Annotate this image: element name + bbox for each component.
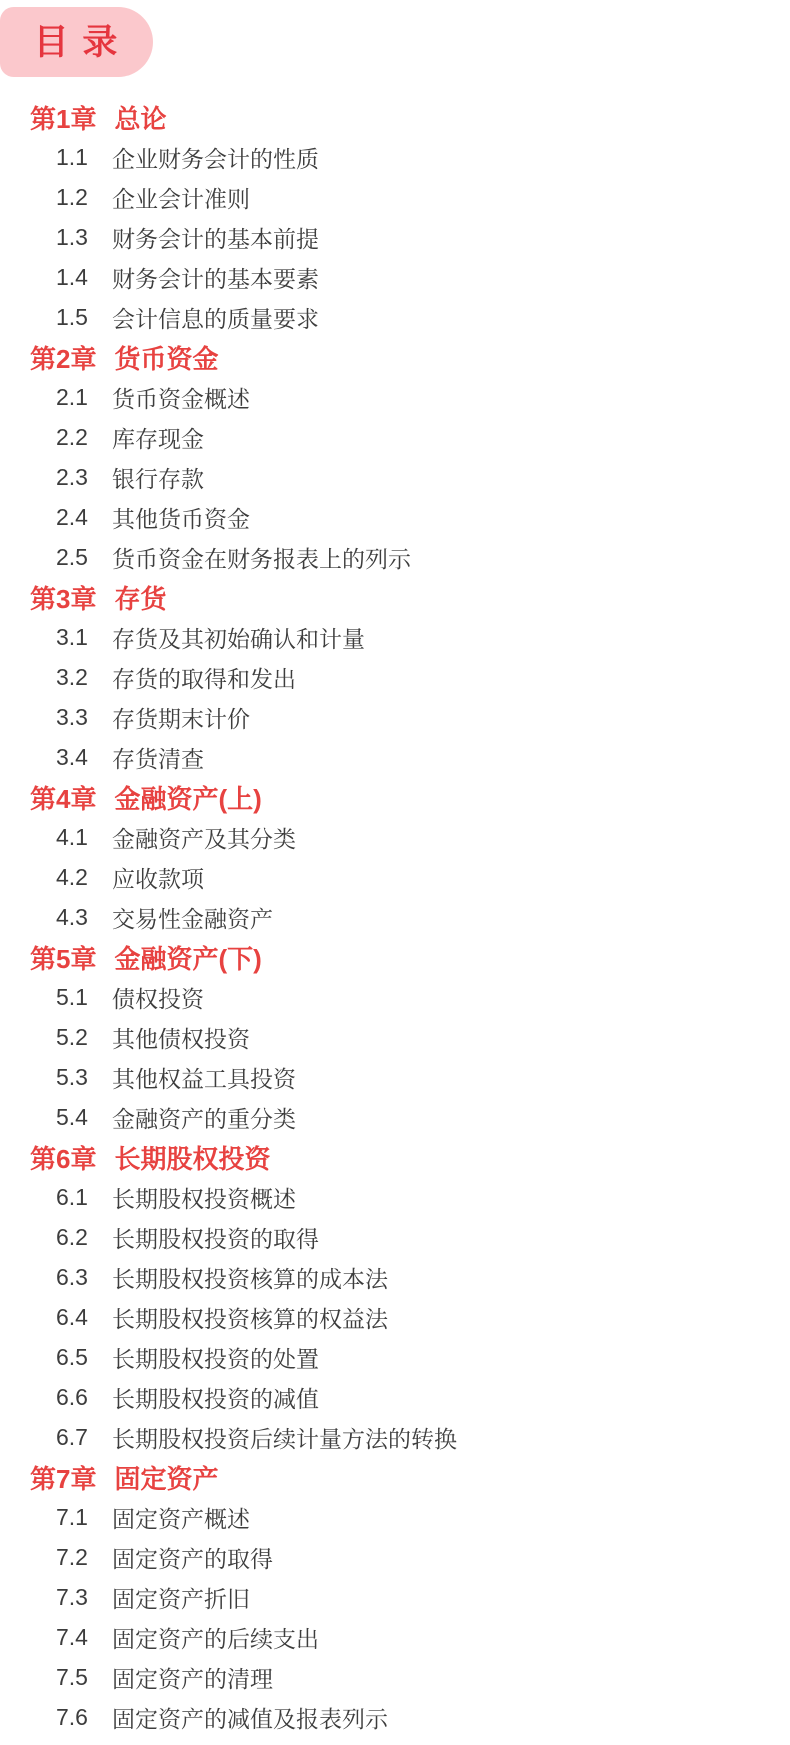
section-title: 财务会计的基本要素 <box>112 265 319 292</box>
section-title: 应收款项 <box>112 865 204 892</box>
section-title: 债权投资 <box>112 985 204 1012</box>
toc-entry-7-2 <box>0 1537 790 1577</box>
toc-entry-6-7 <box>0 1417 790 1457</box>
toc-entry-1-4 <box>0 257 790 297</box>
chapter-number: 第2章 <box>30 343 97 374</box>
toc-entry-7-1 <box>0 1497 790 1537</box>
chapter-number: 第1章 <box>30 103 97 134</box>
chapter-title: 存货 <box>114 583 167 614</box>
chapter-number: 第7章 <box>30 1463 97 1494</box>
toc-entry-5-4 <box>0 1097 790 1137</box>
section-title: 长期股权投资后续计量方法的转换 <box>112 1425 457 1452</box>
section-title: 存货的取得和发出 <box>112 665 296 692</box>
section-number: 1.3 <box>56 223 88 250</box>
section-number: 6.7 <box>56 1423 88 1450</box>
section-number: 7.6 <box>56 1703 88 1730</box>
section-title: 企业财务会计的性质 <box>112 145 319 172</box>
section-title: 长期股权投资的减值 <box>112 1385 319 1412</box>
toc-entry-2-1 <box>0 377 790 417</box>
section-title: 其他债权投资 <box>112 1025 250 1052</box>
section-title: 金融资产及其分类 <box>112 825 296 852</box>
toc-entry-5-2 <box>0 1017 790 1057</box>
chapter-title: 金融资产(下) <box>114 943 262 974</box>
section-title: 货币资金概述 <box>112 385 250 412</box>
section-title: 固定资产概述 <box>112 1505 250 1532</box>
section-number: 7.4 <box>56 1623 88 1650</box>
toc-entry-6-3 <box>0 1257 790 1297</box>
chapter-title: 金融资产(上) <box>114 783 262 814</box>
section-title: 其他权益工具投资 <box>112 1065 296 1092</box>
section-number: 4.3 <box>56 903 88 930</box>
toc-entry-4-2 <box>0 857 790 897</box>
section-number: 3.4 <box>56 743 88 770</box>
chapter-number: 第6章 <box>30 1143 97 1174</box>
toc-entry-1-3 <box>0 217 790 257</box>
toc-entry-7-3 <box>0 1577 790 1617</box>
chapter-number: 第3章 <box>30 583 97 614</box>
toc-entry-5-3 <box>0 1057 790 1097</box>
toc-entry-3-4 <box>0 737 790 777</box>
section-number: 5.3 <box>56 1063 88 1090</box>
toc-entry-3-3 <box>0 697 790 737</box>
toc-header-badge <box>0 7 153 77</box>
section-title: 其他货币资金 <box>112 505 250 532</box>
toc-entry-7-5 <box>0 1657 790 1697</box>
section-number: 7.1 <box>56 1503 88 1530</box>
section-title: 存货清查 <box>112 745 204 772</box>
toc-entry-4-1 <box>0 817 790 857</box>
toc-entry-5-1 <box>0 977 790 1017</box>
toc-entry-7-4 <box>0 1617 790 1657</box>
section-number: 1.2 <box>56 183 88 210</box>
section-number: 3.1 <box>56 623 88 650</box>
section-number: 4.1 <box>56 823 88 850</box>
toc-entry-1-1 <box>0 137 790 177</box>
section-number: 7.5 <box>56 1663 88 1690</box>
section-number: 2.3 <box>56 463 88 490</box>
section-title: 固定资产的减值及报表列示 <box>112 1705 388 1732</box>
section-title: 银行存款 <box>112 465 204 492</box>
section-number: 5.2 <box>56 1023 88 1050</box>
toc-entry-1-5 <box>0 297 790 337</box>
section-title: 存货及其初始确认和计量 <box>112 625 365 652</box>
toc-entry-2-2 <box>0 417 790 457</box>
section-number: 5.4 <box>56 1103 88 1130</box>
section-number: 1.4 <box>56 263 88 290</box>
toc-entry-6-2 <box>0 1217 790 1257</box>
section-number: 6.2 <box>56 1223 88 1250</box>
section-number: 2.5 <box>56 543 88 570</box>
section-title: 库存现金 <box>112 425 204 452</box>
section-number: 4.2 <box>56 863 88 890</box>
section-number: 2.2 <box>56 423 88 450</box>
toc-entry-1-2 <box>0 177 790 217</box>
section-number: 6.4 <box>56 1303 88 1330</box>
section-number: 7.2 <box>56 1543 88 1570</box>
chapter-number: 第4章 <box>30 783 97 814</box>
chapter-title: 固定资产 <box>114 1463 219 1494</box>
section-title: 金融资产的重分类 <box>112 1105 296 1132</box>
chapter-title: 长期股权投资 <box>114 1143 271 1174</box>
toc-entry-3-2 <box>0 657 790 697</box>
section-title: 长期股权投资核算的权益法 <box>112 1305 388 1332</box>
chapter-title: 货币资金 <box>114 343 219 374</box>
section-title: 长期股权投资的处置 <box>112 1345 319 1372</box>
chapter-heading-5 <box>0 937 790 977</box>
chapter-heading-1 <box>0 97 790 137</box>
section-number: 5.1 <box>56 983 88 1010</box>
section-title: 长期股权投资概述 <box>112 1185 296 1212</box>
chapter-heading-3 <box>0 577 790 617</box>
chapter-heading-4 <box>0 777 790 817</box>
section-title: 财务会计的基本前提 <box>112 225 319 252</box>
section-number: 6.6 <box>56 1383 88 1410</box>
section-title: 货币资金在财务报表上的列示 <box>112 545 411 572</box>
section-title: 交易性金融资产 <box>112 905 273 932</box>
section-number: 2.1 <box>56 383 88 410</box>
chapter-number: 第5章 <box>30 943 97 974</box>
section-number: 6.1 <box>56 1183 88 1210</box>
section-number: 2.4 <box>56 503 88 530</box>
chapter-heading-2 <box>0 337 790 377</box>
section-title: 固定资产折旧 <box>112 1585 250 1612</box>
section-title: 固定资产的后续支出 <box>112 1625 319 1652</box>
section-title: 存货期末计价 <box>112 705 250 732</box>
section-title: 企业会计准则 <box>112 185 250 212</box>
toc-entry-4-3 <box>0 897 790 937</box>
toc-entry-2-3 <box>0 457 790 497</box>
section-number: 6.5 <box>56 1343 88 1370</box>
toc-entry-6-1 <box>0 1177 790 1217</box>
toc-entry-2-4 <box>0 497 790 537</box>
section-number: 3.2 <box>56 663 88 690</box>
toc-list <box>0 97 790 1737</box>
toc-entry-3-1 <box>0 617 790 657</box>
section-title: 固定资产的取得 <box>112 1545 273 1572</box>
chapter-title: 总论 <box>114 103 167 134</box>
toc-header-title: 目 录 <box>33 23 120 62</box>
section-title: 长期股权投资的取得 <box>112 1225 319 1252</box>
chapter-heading-6 <box>0 1137 790 1177</box>
toc-entry-7-6 <box>0 1697 790 1737</box>
section-title: 长期股权投资核算的成本法 <box>112 1265 388 1292</box>
section-number: 1.5 <box>56 303 88 330</box>
section-title: 固定资产的清理 <box>112 1665 273 1692</box>
toc-entry-2-5 <box>0 537 790 577</box>
section-number: 6.3 <box>56 1263 88 1290</box>
toc-entry-6-5 <box>0 1337 790 1377</box>
section-number: 3.3 <box>56 703 88 730</box>
chapter-heading-7 <box>0 1457 790 1497</box>
section-number: 1.1 <box>56 143 88 170</box>
section-number: 7.3 <box>56 1583 88 1610</box>
toc-entry-6-6 <box>0 1377 790 1417</box>
section-title: 会计信息的质量要求 <box>112 305 319 332</box>
toc-entry-6-4 <box>0 1297 790 1337</box>
